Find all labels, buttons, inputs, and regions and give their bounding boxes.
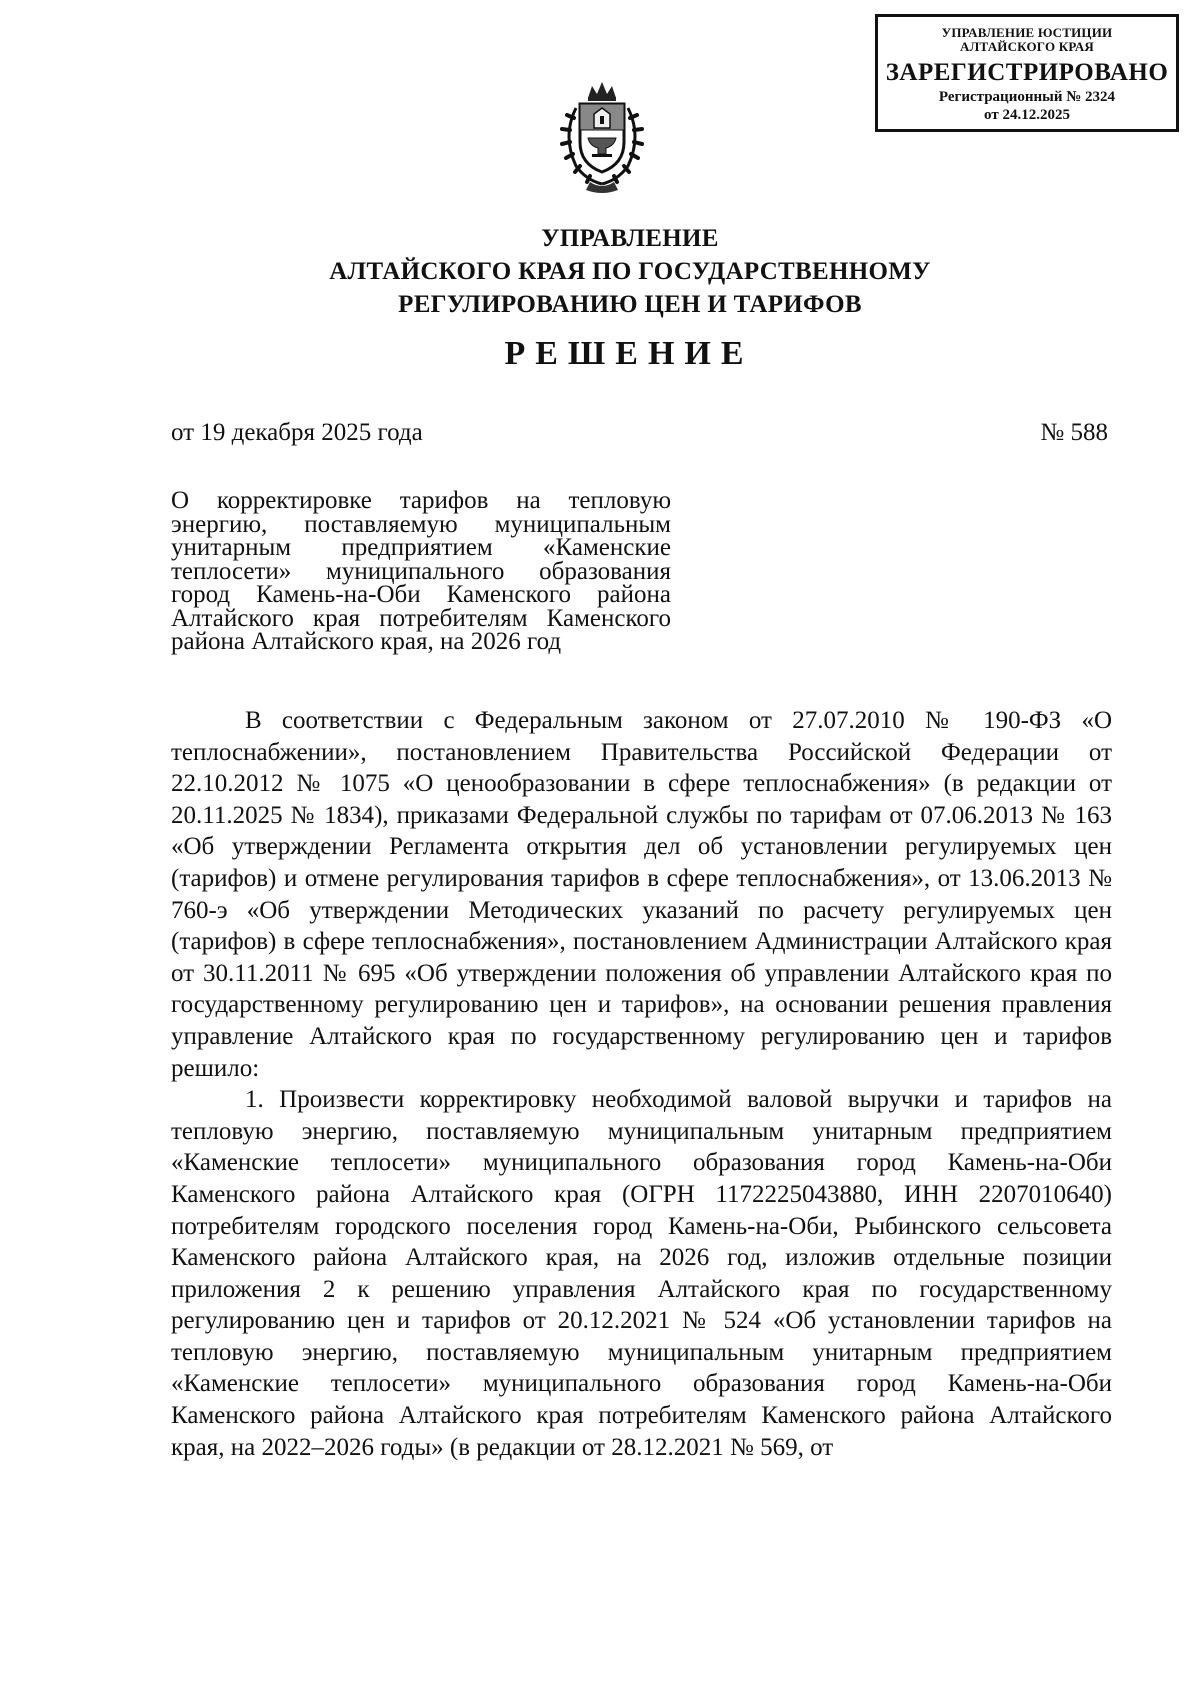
registration-stamp (875, 14, 1179, 132)
document-date: от 19 декабря 2025 года (171, 419, 423, 446)
body-intro-paragraph: В соответствии с Федеральным законом от 27.07.2010 № 190-ФЗ «О теплоснабжении», постановлением Правительства Российской Федерации от 22.10.2012 № 1075 «О ценообразовании в сфере теплоснабжения» (в редакции от 20.11.2025 № 1834), приказами Федеральной службы по тарифам от 07.06.2013 № 163 «Об утверждении Регламента открытия дел об установлении регулируемых цен (тарифов) и отмене регулирования тарифов в сфере теплоснабжения», от 13.06.2013 № 760-э «Об утверждении Методических указаний по расчету регулируемых цен (тарифов) в сфере теплоснабжения», постановлением Администрации Алтайского края от 30.11.2011 № 695 «Об утверждении положения об управлении Алтайского края по государственному регулированию цен и тарифов», на основании решения правления управление Алтайского края по государственному регулированию цен и тарифов решило: (171, 707, 1112, 1082)
stamp-status: ЗАРЕГИСТРИРОВАНО (885, 59, 1169, 86)
document-number: № 588 (1040, 419, 1108, 446)
document-body (171, 705, 1112, 1463)
stamp-org-line-2: АЛТАЙСКОГО КРАЯ (960, 39, 1094, 54)
document-type-title: РЕШЕНИЕ (504, 335, 754, 372)
stamp-organization (878, 26, 1176, 54)
stamp-registration-number: Регистрационный № 2324 (938, 89, 1116, 105)
body-item-1-paragraph: 1. Произвести корректировку необходимой валовой выручки и тарифов на тепловую энергию, поставляемую муниципальным унитарным предприятием «Каменские теплосети» муниципального образования город Камень-на-Оби Каменского района Алтайского края (ОГРН 1172225043880, ИНН 2207010640) потребителям городского поселения город Камень-на-Оби, Рыбинского сельсовета Каменского района Алтайского края, на 2026 год, изложив отдельные позиции приложения 2 к решению управления Алтайского края по государственному регулированию цен и тарифов от 20.12.2021 № 524 «Об установлении тарифов на тепловую энергию, поставляемую муниципальным унитарным предприятием «Каменские теплосети» муниципального образования город Камень-на-Оби Каменского района Алтайского края потребителям Каменского района Алтайского края, на 2022–2026 годы» (в редакции от 28.12.2021 № 569, от (171, 1086, 1112, 1461)
stamp-org-line-1: УПРАВЛЕНИЕ ЮСТИЦИИ (941, 25, 1113, 40)
agency-name (0, 222, 1200, 321)
agency-line-3: РЕГУЛИРОВАНИЮ ЦЕН И ТАРИФОВ (398, 291, 862, 318)
agency-line-2: АЛТАЙСКОГО КРАЯ ПО ГОСУДАРСТВЕННОМУ (329, 258, 931, 285)
document-subject: О корректировке тарифов на тепловую энергию, поставляемую муниципальным унитарным предприятием «Каменские теплосети» муниципального образования город Камень-на-Оби Каменского района Алтайского края потребителям Каменского района Алтайского края, на 2026 год (171, 487, 671, 655)
coat-of-arms-icon (550, 78, 654, 196)
stamp-registration-date: от 24.12.2025 (984, 107, 1070, 123)
agency-line-1: УПРАВЛЕНИЕ (541, 225, 719, 252)
